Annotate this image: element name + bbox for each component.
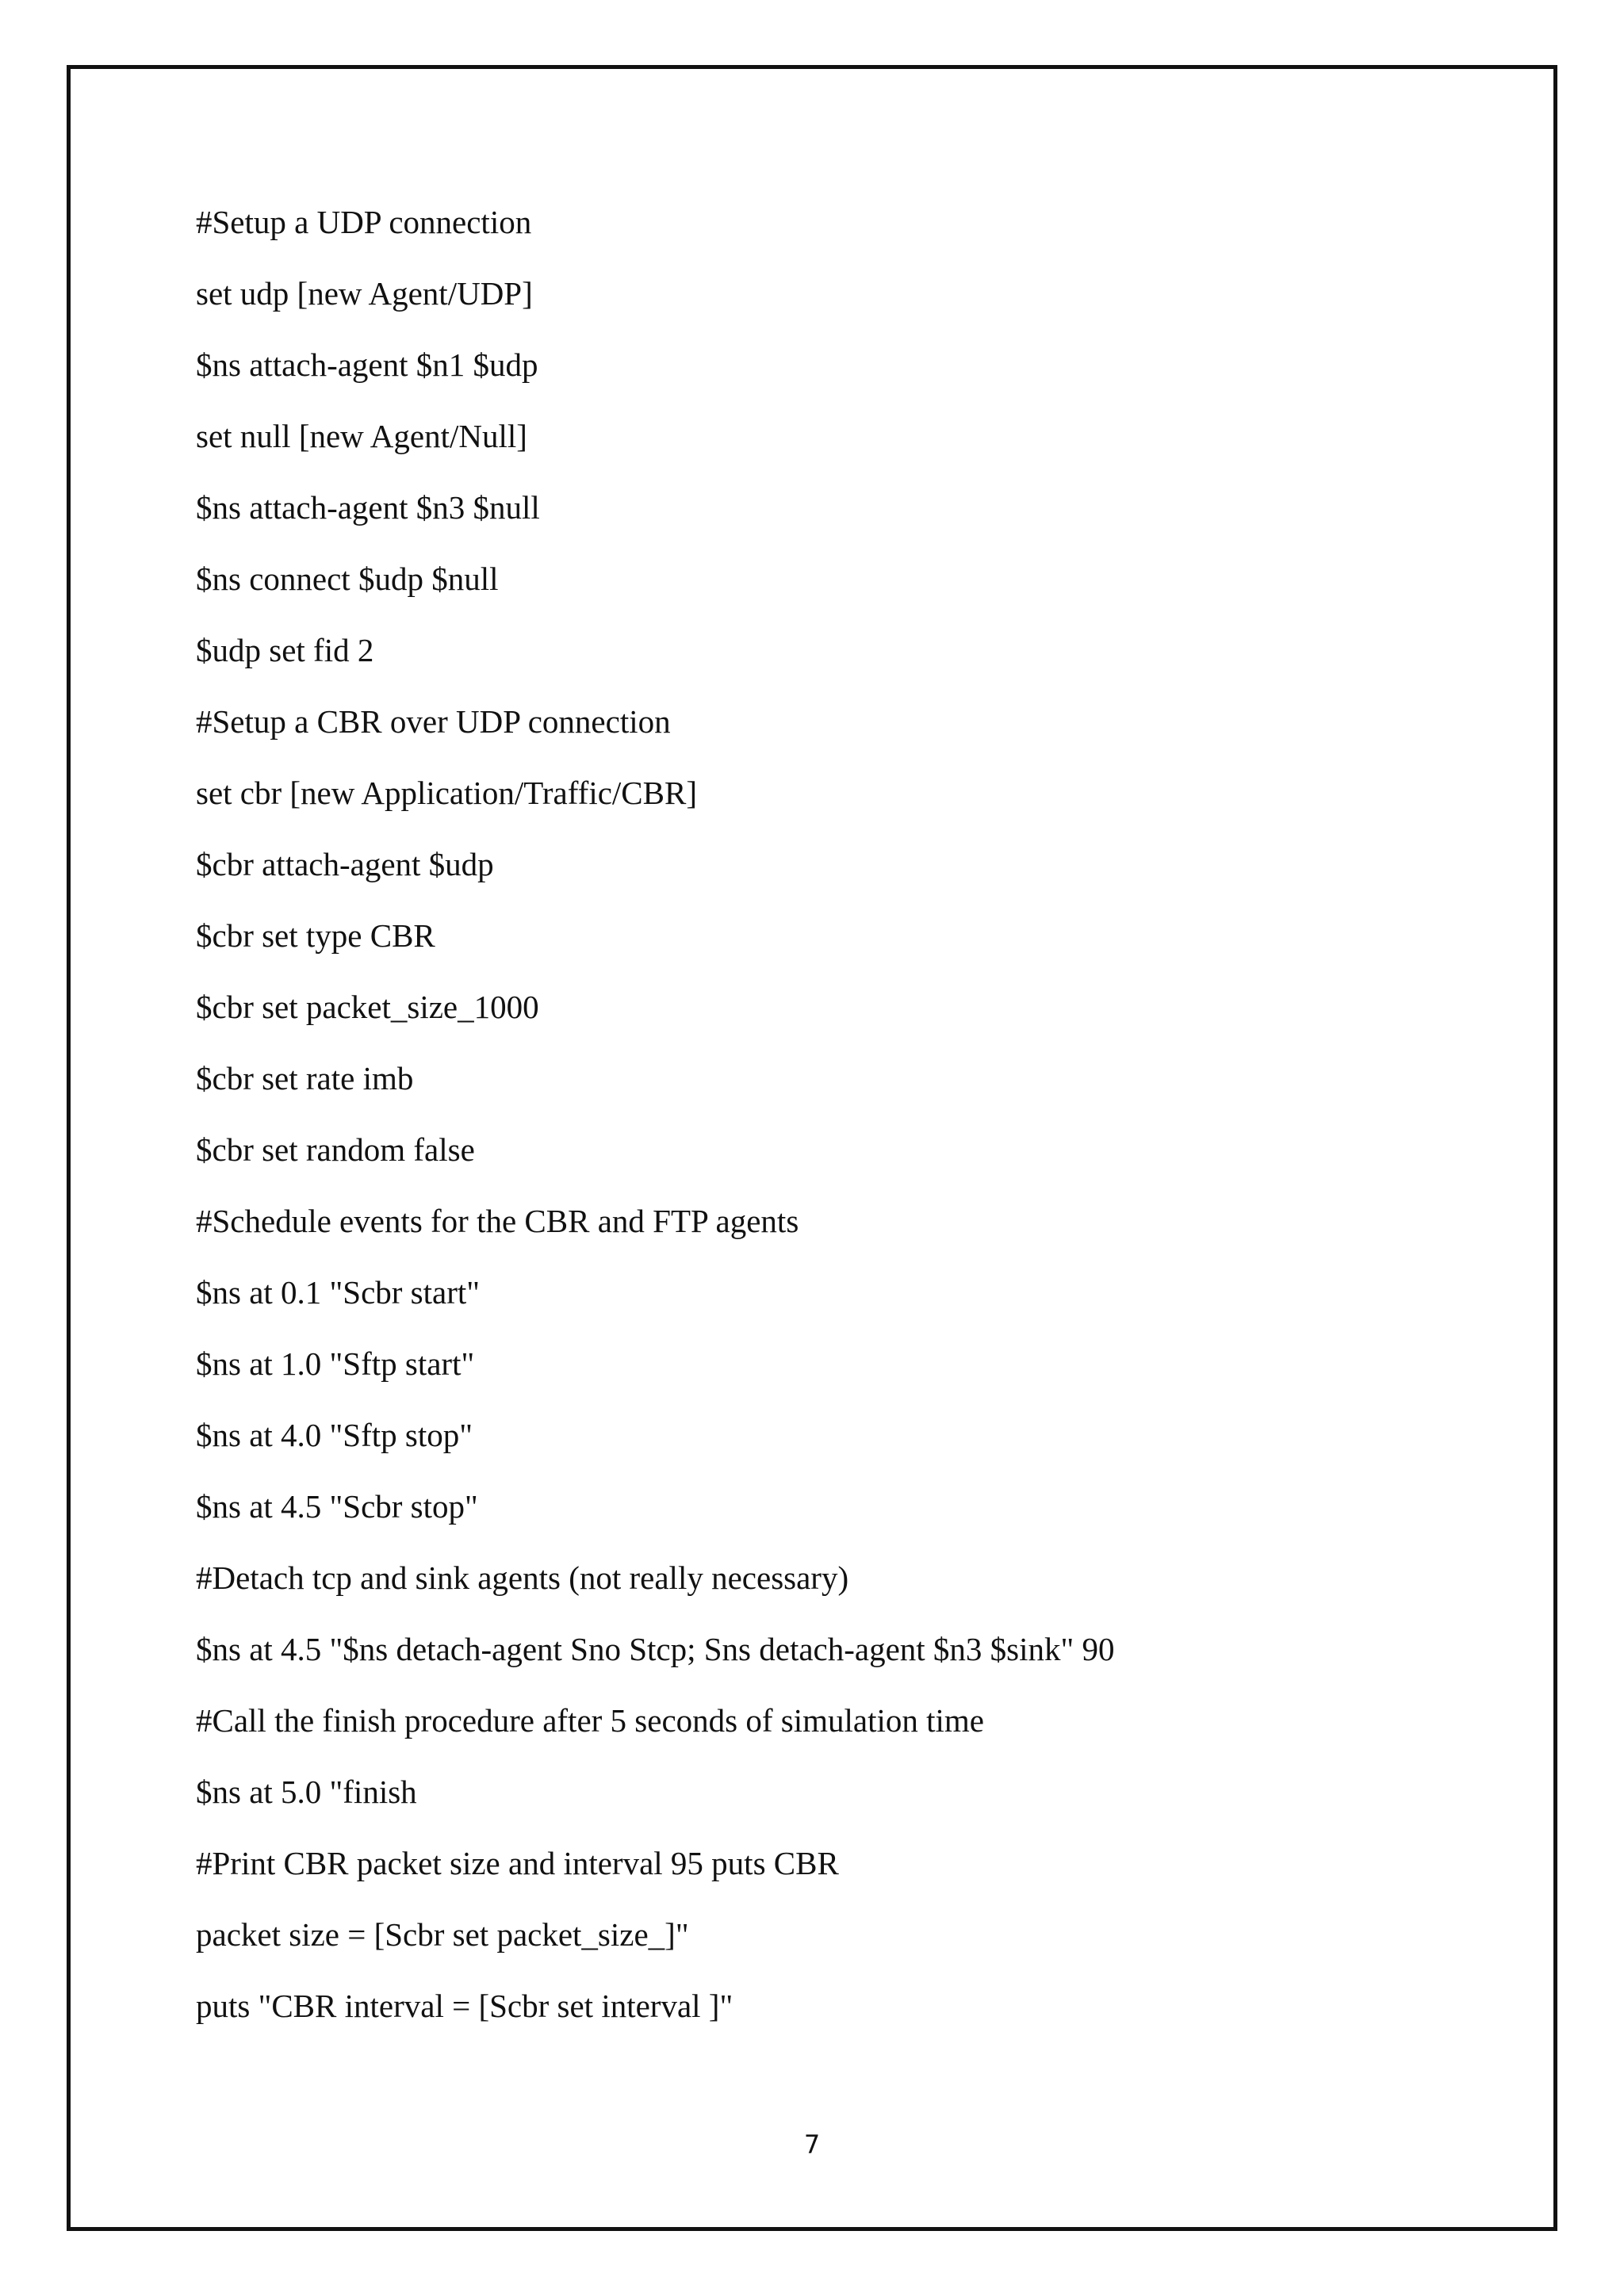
code-line: $ns attach-agent $n1 $udp bbox=[196, 346, 538, 383]
code-line: $cbr set packet_size_1000 bbox=[196, 989, 539, 1025]
code-line: set udp [new Agent/UDP] bbox=[196, 275, 533, 312]
code-line: #Setup a CBR over UDP connection bbox=[196, 703, 671, 740]
code-line: $ns at 4.0 "Sftp stop" bbox=[196, 1417, 473, 1453]
code-line: $udp set fid 2 bbox=[196, 632, 374, 668]
code-line: #Print CBR packet size and interval 95 puts CBR bbox=[196, 1845, 839, 1881]
page-number: 7 bbox=[803, 2130, 821, 2160]
code-line: #Setup a UDP connection bbox=[196, 204, 532, 240]
code-line: #Call the finish procedure after 5 seconds of simulation time bbox=[196, 1702, 984, 1739]
code-line: puts "CBR interval = [Scbr set interval ]" bbox=[196, 1988, 733, 2024]
code-line: $ns at 5.0 "finish bbox=[196, 1774, 417, 1810]
code-line: set null [new Agent/Null] bbox=[196, 418, 527, 454]
code-line: $cbr attach-agent $udp bbox=[196, 846, 494, 882]
code-line: $ns at 1.0 "Sftp start" bbox=[196, 1345, 475, 1382]
code-listing bbox=[196, 198, 1115, 2053]
code-line: $ns connect $udp $null bbox=[196, 561, 499, 597]
code-line: $cbr set rate imb bbox=[196, 1060, 414, 1096]
code-line: #Detach tcp and sink agents (not really necessary) bbox=[196, 1559, 849, 1596]
code-line: $cbr set type CBR bbox=[196, 917, 435, 954]
code-line: set cbr [new Application/Traffic/CBR] bbox=[196, 775, 697, 811]
code-line: $ns at 4.5 "Scbr stop" bbox=[196, 1488, 478, 1525]
code-line: $ns attach-agent $n3 $null bbox=[196, 489, 540, 526]
code-line: #Schedule events for the CBR and FTP agents bbox=[196, 1203, 799, 1239]
code-line: $ns at 4.5 "$ns detach-agent Sno Stcp; Sns detach-agent $n3 $sink" 90 bbox=[196, 1631, 1115, 1667]
code-line: $ns at 0.1 "Scbr start" bbox=[196, 1274, 481, 1311]
code-line: packet size = [Scbr set packet_size_]" bbox=[196, 1916, 689, 1953]
code-line: $cbr set random false bbox=[196, 1131, 475, 1168]
